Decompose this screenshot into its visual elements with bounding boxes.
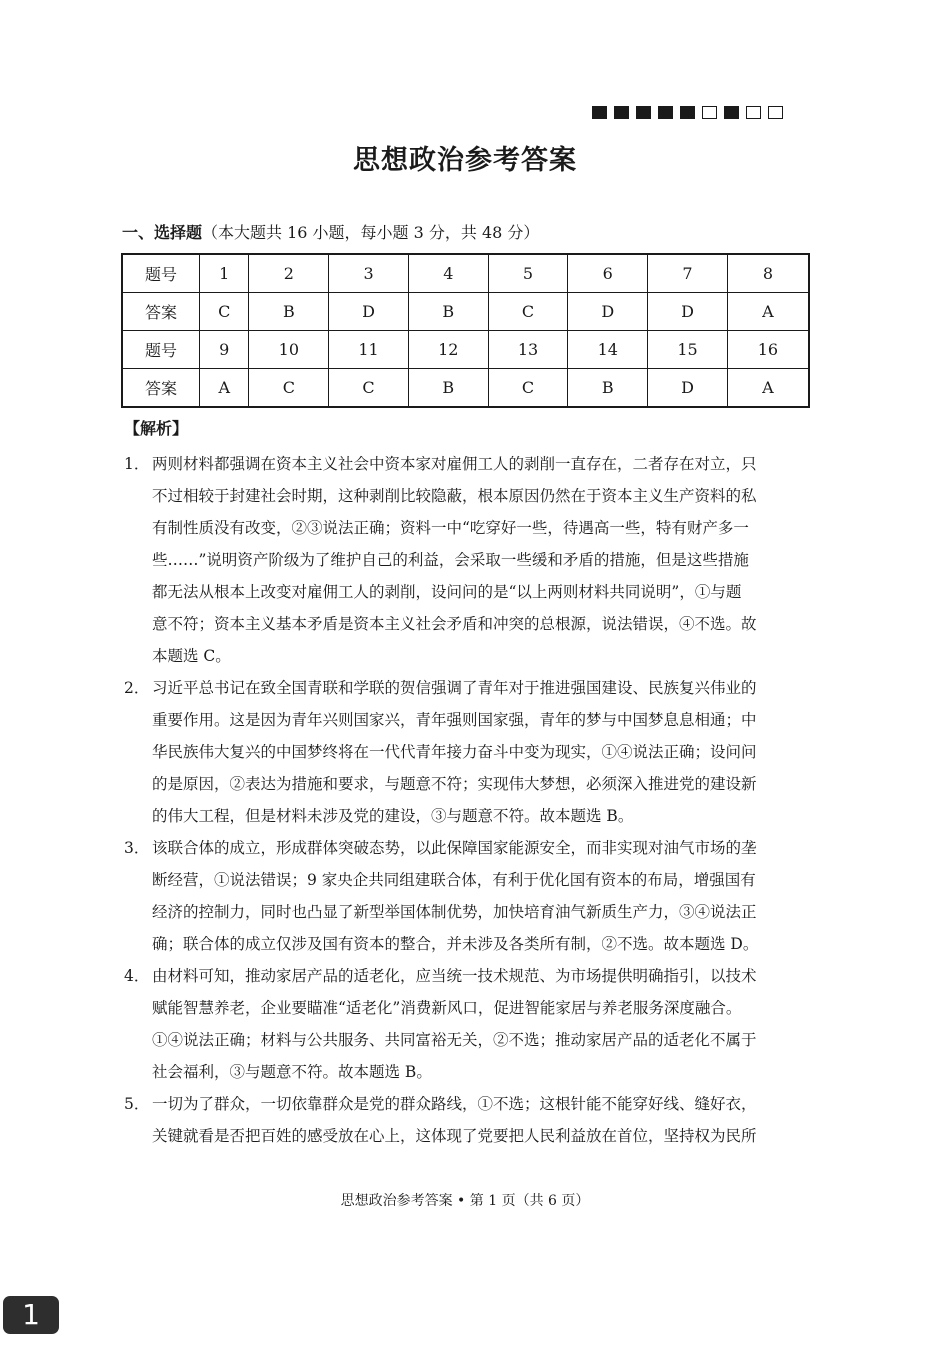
- table-row: [122, 331, 809, 369]
- table-cell: 9: [200, 331, 249, 369]
- table-cell: 6: [568, 254, 648, 293]
- item-text-line: 确；联合体的成立仅涉及国有资本的整合，并未涉及各类所有制，②不选。故本题选 D。: [152, 935, 759, 953]
- empty-square-icon: [746, 106, 761, 119]
- item-text-line: 华民族伟大复兴的中国梦终将在一代代青年接力奋斗中变为现实，①④说法正确；设问问: [152, 743, 757, 761]
- filled-square-icon: [592, 106, 607, 119]
- analysis-list: [122, 448, 812, 1152]
- section-heading-prefix: 一、选择题: [122, 223, 203, 242]
- table-row-label: 答案: [122, 293, 200, 331]
- table-cell: 3: [329, 254, 409, 293]
- answer-table: [121, 253, 810, 408]
- item-text-line: 重要作用。这是因为青年兴则国家兴，青年强则国家强，青年的梦与中国梦息息相通；中: [152, 711, 757, 729]
- table-cell: 12: [408, 331, 488, 369]
- table-cell: D: [568, 293, 648, 331]
- item-text-line: 关键就看是否把百姓的感受放在心上，这体现了党要把人民利益放在首位，坚持权为民所: [152, 1127, 757, 1145]
- table-cell: 10: [249, 331, 329, 369]
- item-text-line: 些……”说明资产阶级为了维护自己的利益，会采取一些缓和矛盾的措施，但是这些措施: [152, 551, 749, 569]
- header-squares: [592, 106, 783, 119]
- item-text-line: 社会福利，③与题意不符。故本题选 B。: [152, 1063, 432, 1081]
- empty-square-icon: [702, 106, 717, 119]
- item-number: 1．: [124, 455, 150, 473]
- filled-square-icon: [658, 106, 673, 119]
- table-row: [122, 254, 809, 293]
- table-cell: C: [329, 369, 409, 408]
- table-cell: B: [408, 369, 488, 408]
- item-text-line: 两则材料都强调在资本主义社会中资本家对雇佣工人的剥削一直存在，二者存在对立，只: [152, 455, 757, 473]
- analysis-item: [122, 960, 812, 1088]
- table-cell: A: [727, 369, 809, 408]
- analysis-item: [122, 1088, 812, 1152]
- item-text-line: 习近平总书记在致全国青联和学联的贺信强调了青年对于推进强国建设、民族复兴伟业的: [152, 679, 757, 697]
- table-row-label: 答案: [122, 369, 200, 408]
- table-cell: 15: [648, 331, 728, 369]
- filled-square-icon: [680, 106, 695, 119]
- item-text-line: 一切为了群众，一切依靠群众是党的群众路线，①不选；这根针能不能穿好线、缝好衣，: [152, 1095, 757, 1113]
- table-row: [122, 293, 809, 331]
- item-text-line: 有制性质没有改变，②③说法正确；资料一中“吃穿好一些，待遇高一些，特有财产多一: [152, 519, 749, 537]
- table-cell: 1: [200, 254, 249, 293]
- item-number: 5．: [124, 1095, 150, 1113]
- page-number-badge: 1: [3, 1296, 59, 1334]
- item-text-line: 意不符；资本主义基本矛盾是资本主义社会矛盾和冲突的总根源，说法错误，④不选。故: [152, 615, 757, 633]
- section-heading: [122, 220, 539, 243]
- table-cell: 7: [648, 254, 728, 293]
- item-text-line: 经济的控制力，同时也凸显了新型举国体制优势，加快培育油气新质生产力，③④说法正: [152, 903, 757, 921]
- table-cell: B: [249, 293, 329, 331]
- table-cell: C: [249, 369, 329, 408]
- table-cell: 5: [488, 254, 568, 293]
- table-row-label: 题号: [122, 254, 200, 293]
- analysis-item: [122, 448, 812, 672]
- filled-square-icon: [724, 106, 739, 119]
- item-text-line: 赋能智慧养老，企业要瞄准“适老化”消费新风口，促进智能家居与养老服务深度融合。: [152, 999, 742, 1017]
- item-number: 2．: [124, 679, 150, 697]
- empty-square-icon: [768, 106, 783, 119]
- table-cell: D: [329, 293, 409, 331]
- item-text-line: 不过相较于封建社会时期，这种剥削比较隐蔽，根本原因仍然在于资本主义生产资料的私: [152, 487, 757, 505]
- table-cell: 14: [568, 331, 648, 369]
- item-number: 4．: [124, 967, 150, 985]
- table-cell: 4: [408, 254, 488, 293]
- item-text-line: 该联合体的成立，形成群体突破态势，以此保障国家能源安全，而非实现对油气市场的垄: [152, 839, 757, 857]
- item-text-line: 由材料可知，推动家居产品的适老化，应当统一技术规范、为市场提供明确指引，以技术: [152, 967, 757, 985]
- table-cell: 2: [249, 254, 329, 293]
- table-cell: C: [200, 293, 249, 331]
- table-cell: C: [488, 369, 568, 408]
- table-cell: D: [648, 293, 728, 331]
- table-cell: D: [648, 369, 728, 408]
- table-row: [122, 369, 809, 408]
- table-cell: A: [200, 369, 249, 408]
- table-cell: C: [488, 293, 568, 331]
- table-cell: B: [408, 293, 488, 331]
- table-cell: 16: [727, 331, 809, 369]
- item-text-line: 断经营，①说法错误；9 家央企共同组建联合体，有利于优化国有资本的布局，增强国有: [152, 871, 756, 889]
- table-cell: 13: [488, 331, 568, 369]
- analysis-item: [122, 672, 812, 832]
- section-heading-note: （本大题共 16 小题，每小题 3 分，共 48 分）: [202, 223, 540, 242]
- filled-square-icon: [614, 106, 629, 119]
- item-text-line: 都无法从根本上改变对雇佣工人的剥削，设问问的是“以上两则材料共同说明”，①与题: [152, 583, 742, 601]
- analysis-item: [122, 832, 812, 960]
- table-cell: 8: [727, 254, 809, 293]
- table-cell: 11: [329, 331, 409, 369]
- item-number: 3．: [124, 839, 150, 857]
- item-text-line: 的伟大工程，但是材料未涉及党的建设，③与题意不符。故本题选 B。: [152, 807, 634, 825]
- table-cell: B: [568, 369, 648, 408]
- table-row-label: 题号: [122, 331, 200, 369]
- analysis-label: 【解析】: [124, 419, 189, 438]
- item-text-line: ①④说法正确；材料与公共服务、共同富裕无关，②不选；推动家居产品的适老化不属于: [152, 1031, 757, 1049]
- item-text-line: 本题选 C。: [152, 647, 231, 665]
- item-text-line: 的是原因，②表达为措施和要求，与题意不符；实现伟大梦想，必须深入推进党的建设新: [152, 775, 757, 793]
- filled-square-icon: [636, 106, 651, 119]
- table-cell: A: [727, 293, 809, 331]
- page-footer: 思想政治参考答案 • 第 1 页（共 6 页）: [340, 1193, 590, 1209]
- page-title: 思想政治参考答案: [353, 145, 577, 176]
